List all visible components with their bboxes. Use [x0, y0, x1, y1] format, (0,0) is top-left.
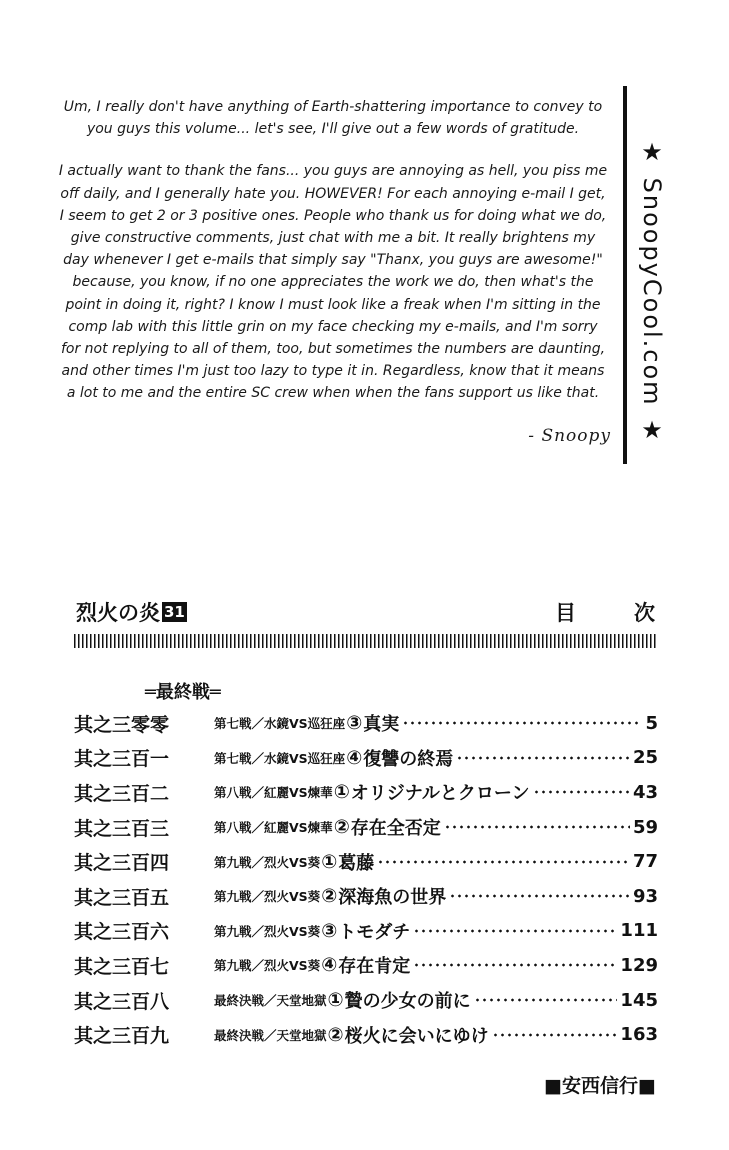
chapter-title: 葛藤: [338, 852, 375, 874]
leader-dots: [377, 860, 630, 864]
chapter-number: 其之三零零: [74, 713, 170, 736]
chapter-title: 真実: [363, 714, 400, 736]
chapter-page: 25: [632, 747, 658, 769]
dashed-rule: [74, 634, 656, 648]
chapter-title: 深海魚の世界: [338, 887, 447, 909]
chapter-number: 其之三百九: [74, 1025, 170, 1048]
site-credit: ★ SnoopyCool.com ★: [638, 138, 666, 447]
chapter-number: 其之三百五: [74, 886, 170, 909]
chapter-page: 145: [620, 989, 658, 1011]
leader-dots: [402, 721, 642, 725]
note-paragraph-1: Um, I really don't have anything of Earth-shattering importance to convey to you guys this volume... let's see, I'll give out a few words of gratitude.: [63, 99, 603, 138]
chapter-part-mark: ①: [333, 781, 350, 804]
chapter-number: 其之三百七: [74, 955, 170, 978]
leader-dots: [456, 756, 630, 760]
chapter-number: 其之三百八: [74, 990, 170, 1013]
chapter-part-mark: ①: [321, 850, 338, 873]
chapter-title: 存在全否定: [350, 818, 441, 840]
leader-dots: [444, 825, 630, 829]
chapter-battle: 最終決戦／天堂地獄: [214, 1027, 327, 1043]
chapter-battle: 第七戦／水鏡VS巡狂座: [214, 716, 346, 732]
chapter-title: オリジナルとクローン: [350, 783, 530, 805]
chapter-battle: 最終決戦／天堂地獄: [214, 993, 327, 1009]
chapter-title: 贄の少女の前に: [344, 991, 471, 1013]
chapter-battle: 第九戦／烈火VS葵: [214, 854, 321, 870]
toc-row: [74, 948, 658, 983]
chapter-battle: 第七戦／水鏡VS巡狂座: [214, 750, 346, 766]
chapter-battle: 第九戦／烈火VS葵: [214, 958, 321, 974]
vertical-divider: [623, 86, 627, 464]
note-paragraph-2: I actually want to thank the fans... you guys are annoying as hell, you piss me off daily, and I generally hate you. HOWEVER! For each annoying e-mail I get, I seem to get 2 or 3 positive ones. People who thank us for doing what we do, give constructive comments, just chat with me a bit. It really brightens my day whenever I get e-mails that simply say "Thanx, you guys are awesome!" because, you know, if no one appreciates the work we do, then what's the point in doing it, right? I know I must look like a freak when I'm sitting in the comp lab with this little grin on my face checking my e-mails, and I'm sorry for not replying to all of them, too, but sometimes the numbers are daunting, and other times I'm just too lazy to type it in. Regardless, know that it means a lot to me and the entire SC crew when when the fans support us like that.: [58, 163, 608, 402]
leader-dots: [533, 790, 630, 794]
toc-row: [74, 706, 658, 741]
chapter-number: 其之三百三: [74, 817, 170, 840]
chapter-battle: 第八戦／紅麗VS煉華: [214, 785, 333, 801]
chapter-part-mark: ③: [346, 712, 363, 735]
chapter-number: 其之三百六: [74, 921, 170, 944]
chapter-title: トモダチ: [338, 921, 411, 943]
chapter-part-mark: ③: [321, 919, 338, 942]
chapter-battle: 第九戦／烈火VS葵: [214, 923, 321, 939]
leader-dots: [449, 894, 630, 898]
translator-note: [58, 96, 608, 405]
contents-heading-left: 目: [555, 601, 576, 625]
contents-heading: [555, 597, 655, 627]
chapter-number: 其之三百二: [74, 782, 170, 805]
leader-dots: [492, 1033, 618, 1037]
chapter-page: 163: [620, 1024, 658, 1046]
chapter-part-mark: ①: [327, 989, 344, 1012]
chapter-part-mark: ④: [321, 954, 338, 977]
toc-row: [74, 1017, 658, 1052]
leader-dots: [413, 929, 617, 933]
chapter-page: 59: [632, 816, 658, 838]
toc-row: [74, 741, 658, 776]
leader-dots: [413, 963, 617, 967]
chapter-part-mark: ②: [333, 816, 350, 839]
chapter-battle: 第九戦／烈火VS葵: [214, 889, 321, 905]
chapter-page: 93: [632, 885, 658, 907]
chapter-battle: 第八戦／紅麗VS煉華: [214, 820, 333, 836]
chapter-title: 復讐の終焉: [363, 748, 454, 770]
chapter-part-mark: ②: [321, 885, 338, 908]
note-signature: - Snoopy: [528, 426, 611, 446]
chapter-number: 其之三百四: [74, 852, 170, 875]
book-title: [76, 597, 187, 627]
table-of-contents: [74, 706, 658, 1052]
chapter-page: 5: [645, 712, 658, 734]
chapter-title: 桜火に会いにゆけ: [344, 1025, 489, 1047]
chapter-part-mark: ④: [346, 746, 363, 769]
author-credit: ■安西信行■: [544, 1075, 656, 1097]
section-heading: ═最終戦═: [145, 682, 221, 703]
toc-row: [74, 775, 658, 810]
volume-badge: 31: [164, 603, 185, 621]
toc-row: [74, 844, 658, 879]
chapter-page: 77: [632, 851, 658, 873]
chapter-page: 129: [620, 954, 658, 976]
chapter-page: 111: [620, 920, 658, 942]
leader-dots: [474, 998, 618, 1002]
toc-row: [74, 983, 658, 1018]
toc-row: [74, 914, 658, 949]
book-title-text: 烈火の炎: [76, 601, 160, 625]
chapter-title: 存在肯定: [338, 956, 411, 978]
contents-heading-right: 次: [634, 601, 655, 625]
toc-row: [74, 879, 658, 914]
chapter-page: 43: [632, 781, 658, 803]
chapter-part-mark: ②: [327, 1023, 344, 1046]
toc-row: [74, 810, 658, 845]
chapter-number: 其之三百一: [74, 748, 170, 771]
